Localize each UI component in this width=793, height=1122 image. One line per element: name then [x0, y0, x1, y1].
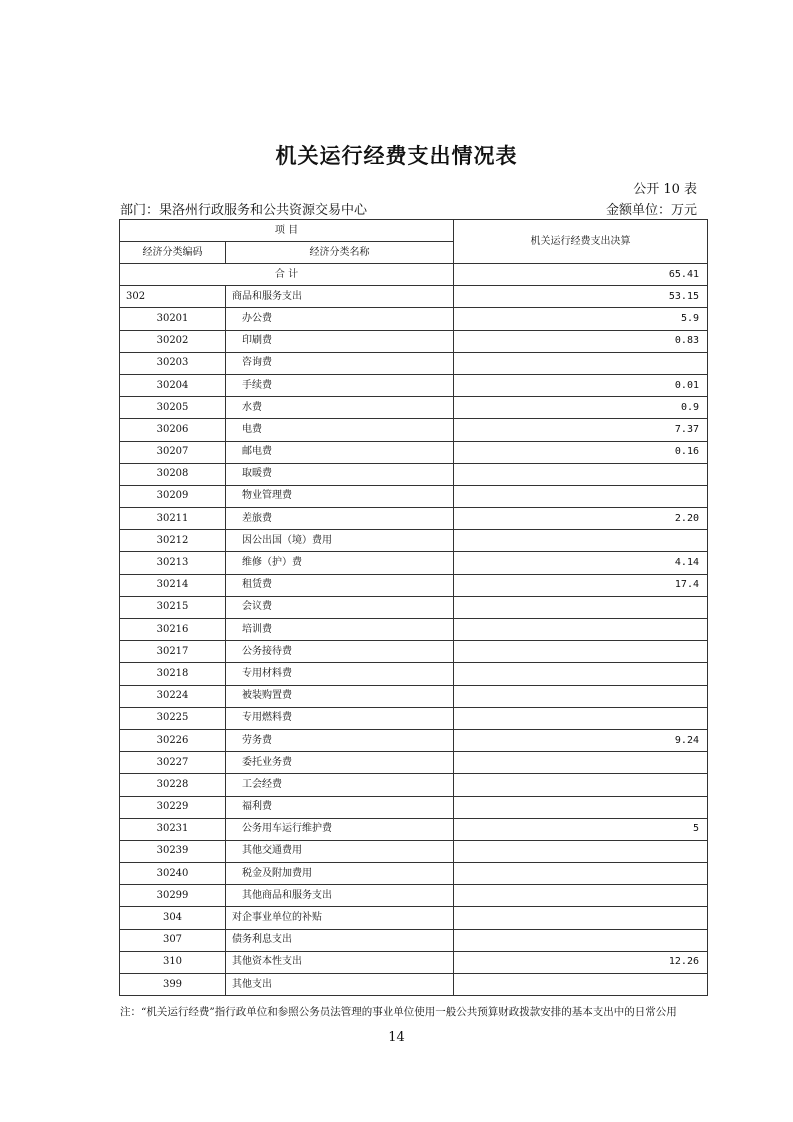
row-code: 30228: [120, 774, 226, 796]
row-code: 30207: [120, 441, 226, 463]
row-name: 办公费: [226, 308, 454, 330]
table-row: [120, 641, 708, 663]
row-name: 公务用车运行维护费: [226, 818, 454, 840]
row-name: 被装购置费: [226, 685, 454, 707]
footnote: 注：“机关运行经费”指行政单位和参照公务员法管理的事业单位使用一般公共预算财政拨款安排的基本支出中的日常公用: [120, 1006, 677, 1018]
row-value: 12.26: [454, 951, 708, 973]
row-name: 会议费: [226, 596, 454, 618]
table-row: [120, 508, 708, 530]
row-name: 商品和服务支出: [226, 286, 454, 308]
table-row: [120, 596, 708, 618]
table-row: [120, 463, 708, 485]
table-row: [120, 352, 708, 374]
department-label: 部门：果洛州行政服务和公共资源交易中心: [120, 203, 368, 218]
header-amount: 机关运行经费支出决算: [454, 220, 708, 264]
row-code: 30213: [120, 552, 226, 574]
table-row: [120, 907, 708, 929]
table-row: [120, 663, 708, 685]
row-name: 公务接待费: [226, 641, 454, 663]
row-code: 30239: [120, 840, 226, 862]
row-name: 其他交通费用: [226, 840, 454, 862]
table-row: [120, 552, 708, 574]
row-name: 其他支出: [226, 974, 454, 996]
row-value: [454, 752, 708, 774]
row-name: 取暖费: [226, 463, 454, 485]
table-row: [120, 929, 708, 951]
row-value: [454, 863, 708, 885]
page-number: 14: [388, 1030, 405, 1045]
row-name: 咨询费: [226, 352, 454, 374]
row-code: 30212: [120, 530, 226, 552]
table-row: [120, 974, 708, 996]
table-row: [120, 485, 708, 507]
total-value: 65.41: [454, 264, 708, 286]
row-code: 30202: [120, 330, 226, 352]
row-code: 30226: [120, 729, 226, 751]
table-row: [120, 374, 708, 396]
page-title: 机关运行经费支出情况表: [275, 143, 518, 168]
table-row: [120, 441, 708, 463]
table-row: [120, 863, 708, 885]
table-row: [120, 796, 708, 818]
header-project: 项 目: [120, 220, 454, 242]
row-value: [454, 685, 708, 707]
row-name: 其他资本性支出: [226, 951, 454, 973]
table-row: [120, 885, 708, 907]
amount-unit-label: 金额单位：万元: [605, 203, 697, 218]
total-label: 合 计: [120, 264, 454, 286]
table-row: [120, 530, 708, 552]
row-code: 30206: [120, 419, 226, 441]
row-name: 因公出国（境）费用: [226, 530, 454, 552]
row-code: 399: [120, 974, 226, 996]
row-value: 53.15: [454, 286, 708, 308]
row-name: 税金及附加费用: [226, 863, 454, 885]
table-row: [120, 308, 708, 330]
table-row: [120, 397, 708, 419]
row-name: 专用燃料费: [226, 707, 454, 729]
table-row: [120, 685, 708, 707]
row-value: [454, 485, 708, 507]
row-value: [454, 840, 708, 862]
form-number: 公开 10 表: [633, 182, 697, 197]
row-value: [454, 885, 708, 907]
row-code: 302: [120, 286, 226, 308]
row-value: 0.16: [454, 441, 708, 463]
row-value: 17.4: [454, 574, 708, 596]
row-name: 水费: [226, 397, 454, 419]
row-code: 30227: [120, 752, 226, 774]
row-code: 30211: [120, 508, 226, 530]
row-name: 其他商品和服务支出: [226, 885, 454, 907]
table-row: [120, 818, 708, 840]
row-name: 电费: [226, 419, 454, 441]
row-code: 30205: [120, 397, 226, 419]
row-value: 0.83: [454, 330, 708, 352]
table-row: [120, 951, 708, 973]
row-name: 维修（护）费: [226, 552, 454, 574]
row-value: [454, 774, 708, 796]
row-value: [454, 796, 708, 818]
row-value: 0.01: [454, 374, 708, 396]
table-row: [120, 840, 708, 862]
row-name: 工会经费: [226, 774, 454, 796]
row-value: [454, 596, 708, 618]
row-code: 30225: [120, 707, 226, 729]
table-row: [120, 574, 708, 596]
row-name: 债务利息支出: [226, 929, 454, 951]
row-value: 2.20: [454, 508, 708, 530]
row-value: [454, 641, 708, 663]
table-row: [120, 729, 708, 751]
row-value: [454, 463, 708, 485]
row-name: 租赁费: [226, 574, 454, 596]
row-code: 30224: [120, 685, 226, 707]
row-name: 劳务费: [226, 729, 454, 751]
row-name: 福利费: [226, 796, 454, 818]
row-code: 30204: [120, 374, 226, 396]
row-name: 手续费: [226, 374, 454, 396]
row-name: 委托业务费: [226, 752, 454, 774]
row-name: 培训费: [226, 619, 454, 641]
row-code: 30231: [120, 818, 226, 840]
row-name: 专用材料费: [226, 663, 454, 685]
row-code: 30208: [120, 463, 226, 485]
total-row: [120, 264, 708, 286]
row-value: [454, 974, 708, 996]
table-row: [120, 707, 708, 729]
row-value: 5: [454, 818, 708, 840]
expenditure-table: [119, 219, 708, 996]
row-code: 30218: [120, 663, 226, 685]
row-code: 30201: [120, 308, 226, 330]
row-value: 9.24: [454, 729, 708, 751]
row-code: 30217: [120, 641, 226, 663]
row-code: 30299: [120, 885, 226, 907]
row-value: 4.14: [454, 552, 708, 574]
table-row: [120, 619, 708, 641]
row-code: 310: [120, 951, 226, 973]
table-row: [120, 774, 708, 796]
row-value: [454, 352, 708, 374]
row-code: 30214: [120, 574, 226, 596]
table-row: [120, 286, 708, 308]
row-code: 30229: [120, 796, 226, 818]
row-code: 307: [120, 929, 226, 951]
row-code: 30209: [120, 485, 226, 507]
table-row: [120, 419, 708, 441]
row-name: 邮电费: [226, 441, 454, 463]
row-name: 差旅费: [226, 508, 454, 530]
row-value: 7.37: [454, 419, 708, 441]
header-code: 经济分类编码: [120, 242, 226, 264]
table-row: [120, 752, 708, 774]
table-header-row: [120, 220, 708, 242]
table-row: [120, 330, 708, 352]
row-code: 30216: [120, 619, 226, 641]
row-code: 30240: [120, 863, 226, 885]
row-value: [454, 530, 708, 552]
row-value: [454, 663, 708, 685]
row-code: 30203: [120, 352, 226, 374]
row-name: 对企事业单位的补贴: [226, 907, 454, 929]
row-name: 印刷费: [226, 330, 454, 352]
row-value: [454, 707, 708, 729]
row-value: 5.9: [454, 308, 708, 330]
row-code: 30215: [120, 596, 226, 618]
row-value: [454, 929, 708, 951]
header-name: 经济分类名称: [226, 242, 454, 264]
row-code: 304: [120, 907, 226, 929]
row-name: 物业管理费: [226, 485, 454, 507]
row-value: [454, 907, 708, 929]
row-value: [454, 619, 708, 641]
row-value: 0.9: [454, 397, 708, 419]
